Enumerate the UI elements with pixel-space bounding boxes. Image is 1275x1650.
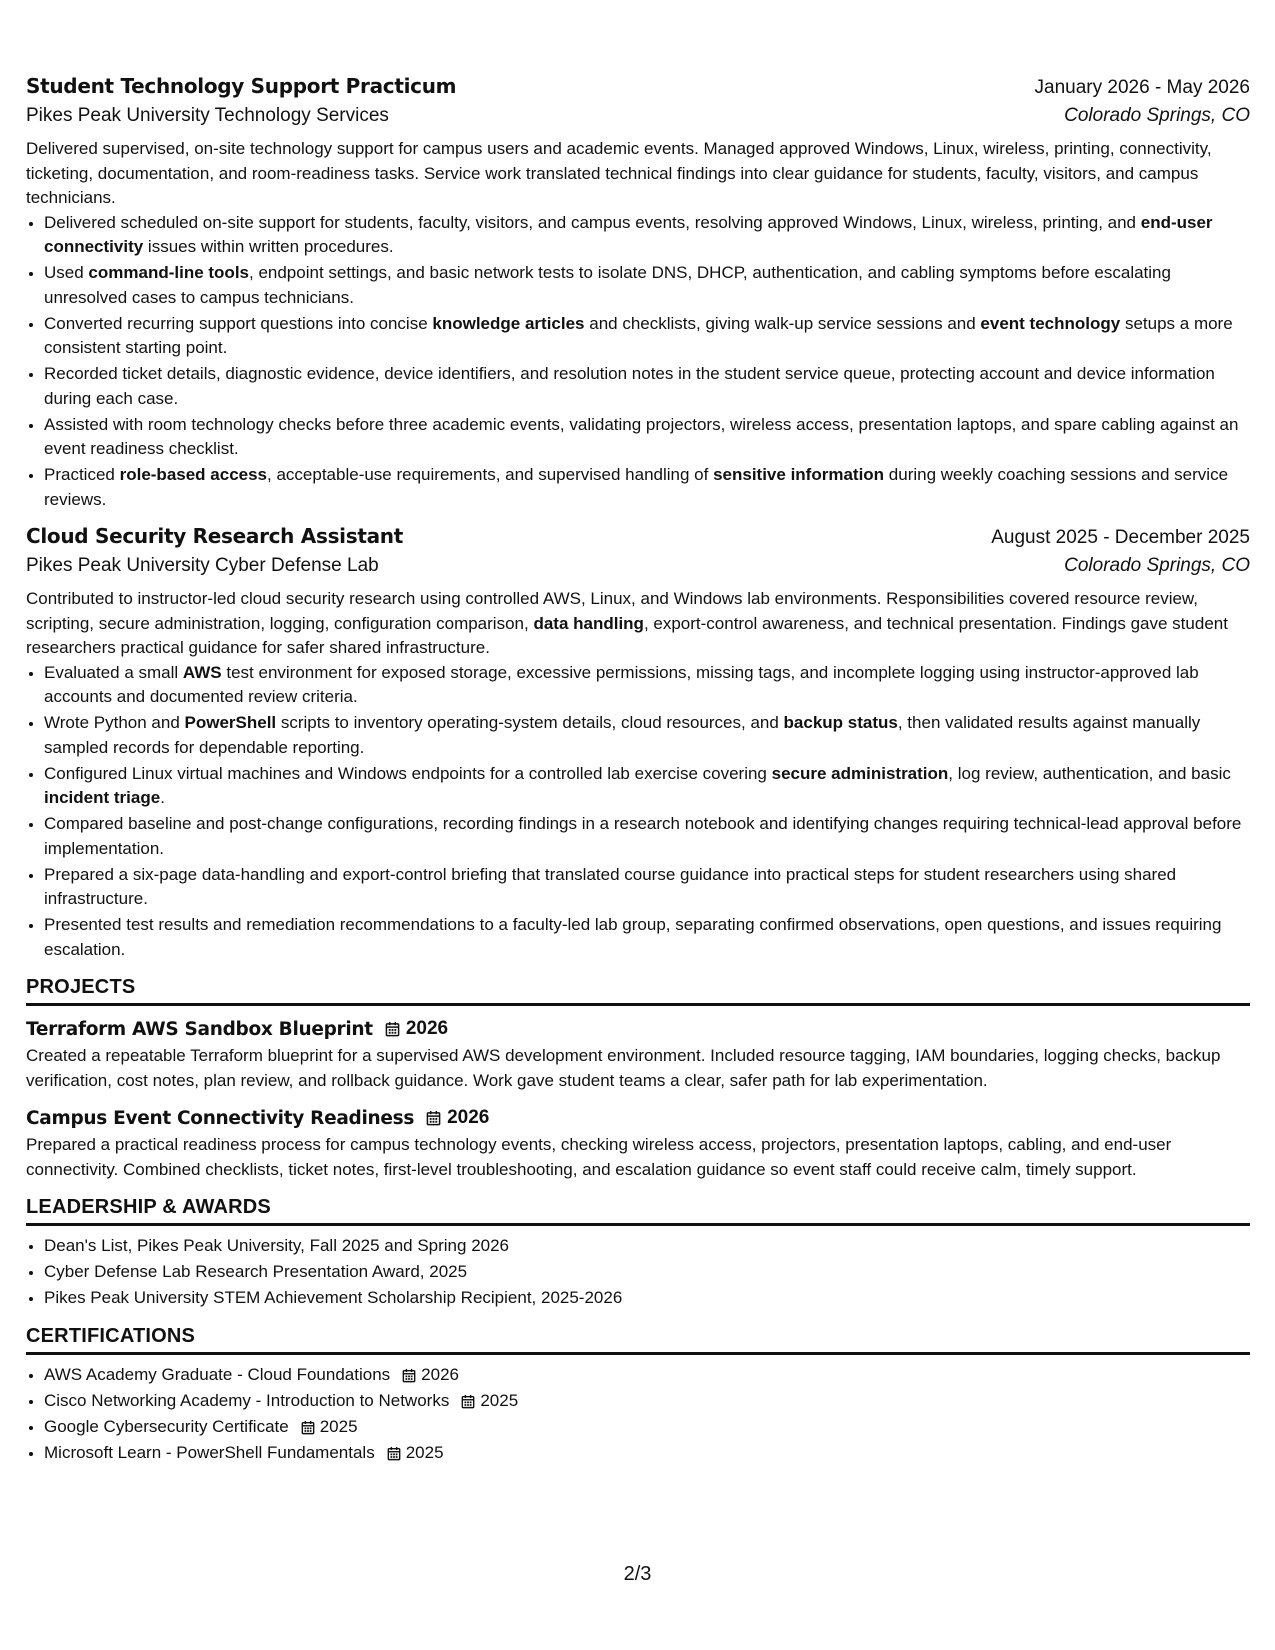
project-year: 2026 (405, 1018, 449, 1039)
project-year: 2026 (447, 1107, 490, 1128)
list-item: • Evaluated a small AWS test environment for exposed storage, excessive permissions, missing tags, and incomplete logging using instructor-approved lab accounts and documented review criteria. (44, 661, 1250, 710)
job-bullets (26, 661, 1250, 963)
job-location: Colorado Springs, CO (1064, 555, 1250, 576)
calendar-icon (385, 1021, 400, 1037)
leadership-list (26, 1234, 1250, 1311)
certification-year: 2025 (405, 1442, 444, 1462)
project-entry (26, 1103, 1250, 1182)
page-number: 2/3 (623, 1563, 652, 1585)
list-item: • Assisted with room technology checks before three academic events, validating projectors, wireless access, presentation laptops, and spare cabling against an event readiness checklist. (44, 413, 1250, 462)
certification-year: 2025 (319, 1416, 358, 1436)
job-summary: Contributed to instructor-led cloud security research using controlled AWS, Linux, and Windows lab environments. Responsibilities covered resource review, scripting, secure administration, logging, configuration comparison, data handling, export-control awareness, and technical presentation. Findings gave student researchers practical guidance for safer shared infrastructure. (26, 589, 1228, 657)
project-entry (26, 1014, 1250, 1093)
list-item (44, 1441, 1250, 1466)
job-bullets (26, 211, 1250, 513)
certification-year: 2025 (480, 1390, 519, 1410)
list-item: • Dean's List, Pikes Peak University, Fall 2025 and Spring 2026 (44, 1234, 1250, 1259)
project-description: Prepared a practical readiness process for campus technology events, checking wireless access, projectors, presentation laptops, cabling, and end-user connectivity. Combined checklists, ticket notes, first-level troubleshooting, and escalation guidance so event staff could receive calm, timely support. (26, 1135, 1172, 1179)
calendar-icon (301, 1420, 315, 1435)
list-item (44, 1389, 1250, 1414)
list-item: • Used command-line tools, endpoint settings, and basic network tests to isolate DNS, DHCP, authentication, and cabling symptoms before escalating unresolved cases to campus technicians. (44, 261, 1250, 310)
project-title: Terraform AWS Sandbox Blueprint (26, 1018, 373, 1040)
list-item: • Practiced role-based access, acceptable-use requirements, and supervised handling of sensitive information during weekly coaching sessions and service reviews. (44, 463, 1250, 512)
list-item: • Presented test results and remediation recommendations to a faculty-led lab group, separating confirmed observations, open questions, and issues requiring escalation. (44, 913, 1250, 962)
list-item: • Cyber Defense Lab Research Presentation Award, 2025 (44, 1260, 1250, 1285)
certification-year: 2026 (421, 1364, 459, 1384)
calendar-icon (426, 1110, 441, 1126)
job-dates: January 2026 - May 2026 (1034, 77, 1250, 98)
list-item: • Prepared a six-page data-handling and export-control briefing that translated course guidance into practical steps for student researchers using shared infrastructure. (44, 863, 1250, 912)
list-item (44, 1415, 1250, 1440)
project-description: Created a repeatable Terraform blueprint for a supervised AWS development environment. Included resource tagging, IAM boundaries, logging checks, backup verification, cost notes, plan review, and rollback guidance. Work gave student teams a clear, safer path for lab experimentation. (26, 1046, 1221, 1090)
list-item: • Compared baseline and post-change configurations, recording findings in a research notebook and identifying changes requiring technical-lead approval before implementation. (44, 812, 1250, 861)
job-summary: Delivered supervised, on-site technology support for campus users and academic events. Managed approved Windows, Linux, wireless, printing, connectivity, ticketing, documentation, and room-readiness tasks. Service work translated technical findings into clear guidance for students, faculty, visitors, and campus technicians. (26, 139, 1212, 207)
job-organization: Pikes Peak University Cyber Defense Lab (26, 555, 379, 576)
job-location: Colorado Springs, CO (1064, 105, 1250, 126)
section-heading-certifications: CERTIFICATIONS (26, 1325, 1250, 1355)
list-item: • Wrote Python and PowerShell scripts to inventory operating-system details, cloud resources, and backup status, then validated results against manually sampled records for dependable reporting. (44, 711, 1250, 760)
list-item: • Delivered scheduled on-site support for students, faculty, visitors, and campus events, resolving approved Windows, Linux, wireless, printing, and end-user connectivity issues within written procedures. (44, 211, 1250, 260)
list-item: • Pikes Peak University STEM Achievement Scholarship Recipient, 2025-2026 (44, 1286, 1250, 1311)
section-heading-leadership: LEADERSHIP & AWARDS (26, 1196, 1250, 1226)
list-item: • Converted recurring support questions into concise knowledge articles and checklists, giving walk-up service sessions and event technology setups a more consistent starting point. (44, 312, 1250, 361)
resume-page (26, 74, 1250, 1467)
job-title: Cloud Security Research Assistant (26, 524, 403, 548)
certification-name: Microsoft Learn - PowerShell Fundamentals (44, 1442, 375, 1462)
certifications-list (26, 1363, 1250, 1466)
project-title: Campus Event Connectivity Readiness (26, 1107, 415, 1129)
list-item (44, 1363, 1250, 1388)
certification-name: Google Cybersecurity Certificate (44, 1416, 289, 1436)
list-item: • Recorded ticket details, diagnostic evidence, device identifiers, and resolution notes in the student service queue, protecting account and device information during each case. (44, 362, 1250, 411)
experience-entry (26, 74, 1250, 512)
certification-name: AWS Academy Graduate - Cloud Foundations (44, 1364, 391, 1384)
job-title: Student Technology Support Practicum (26, 74, 457, 98)
job-dates: August 2025 - December 2025 (991, 527, 1250, 548)
job-organization: Pikes Peak University Technology Services (26, 105, 389, 126)
list-item: • Configured Linux virtual machines and Windows endpoints for a controlled lab exercise covering secure administration, log review, authentication, and basic incident triage. (44, 762, 1250, 811)
certification-name: Cisco Networking Academy - Introduction to Networks (44, 1390, 450, 1410)
experience-entry (26, 524, 1250, 962)
section-heading-projects: PROJECTS (26, 976, 1250, 1006)
calendar-icon (402, 1368, 416, 1383)
calendar-icon (387, 1446, 401, 1461)
calendar-icon (461, 1394, 475, 1409)
